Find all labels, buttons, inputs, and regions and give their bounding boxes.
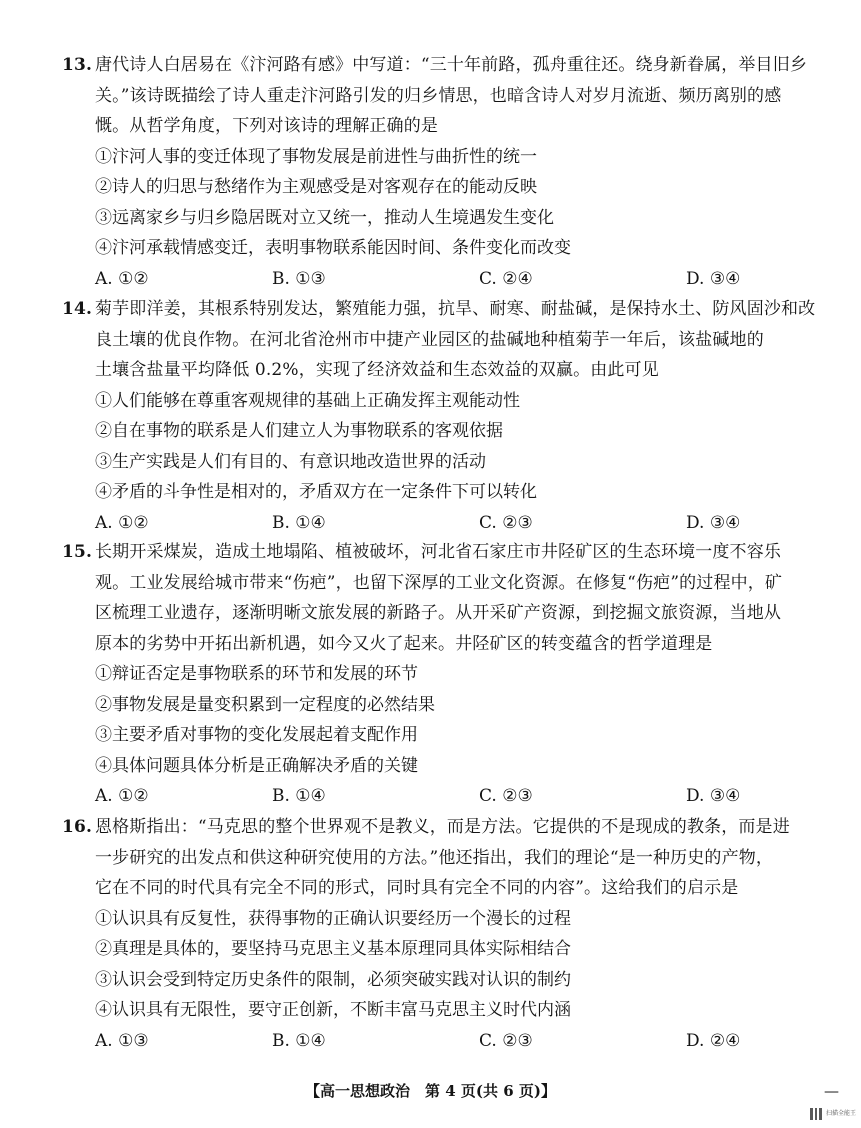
option-c[interactable]: C. ②③ — [479, 512, 533, 533]
question-stem-line: 慨。从哲学角度，下列对该诗的理解正确的是 — [95, 116, 438, 136]
question-stem-line: 13. 唐代诗人白居易在《汴河路有感》中写道：“三十年前路，孤舟重往还。绕身新眷属，举目旧乡 — [62, 50, 832, 81]
question-stem-line: 关。”该诗既描绘了诗人重走汴河路引发的归乡情思，也暗含诗人对岁月流逝、频历离别的感 — [95, 85, 782, 106]
option-a[interactable]: A. ①② — [95, 268, 149, 289]
answer-options — [62, 264, 832, 295]
question-stem-line: 一步研究的出发点和供这种研究使用的方法。”他还指出，我们的理论“是一种历史的产物， — [95, 847, 774, 868]
qr-code-icon — [810, 1108, 822, 1120]
statement-item: ④认识具有无限性，要守正创新，不断丰富马克思主义时代内涵 — [95, 1000, 571, 1020]
question-stem-line: 区梳理工业遗存，逐渐明晰文旅发展的新路子。从开采矿产资源，到挖掘文旅资源，当地从 — [95, 603, 781, 623]
question-stem-line: 16. 恩格斯指出：“马克思的整个世界观不是教义，而是方法。它提供的不是现成的教条，而是进 — [62, 812, 832, 843]
statement-item: ③主要矛盾对事物的变化发展起着支配作用 — [95, 725, 418, 745]
option-d[interactable]: D. ③④ — [686, 786, 741, 806]
watermark-label: 扫描全能王 — [826, 1110, 857, 1117]
question-stem-line: 15. 长期开采煤炭，造成土地塌陷、植被破坏，河北省石家庄市井陉矿区的生态环境一度不容乐 — [62, 537, 832, 568]
statement-item: ③生产实践是人们有目的、有意识地改造世界的活动 — [95, 451, 486, 472]
question-13 — [62, 50, 832, 294]
statement-item: ④矛盾的斗争性是相对的，矛盾双方在一定条件下可以转化 — [95, 482, 537, 502]
answer-options — [62, 508, 832, 539]
statement-item: ②事物发展是量变积累到一定程度的必然结果 — [95, 694, 435, 715]
statement-item: ①人们能够在尊重客观规律的基础上正确发挥主观能动性 — [95, 390, 520, 411]
statement-item: ①认识具有反复性，获得事物的正确认识要经历一个漫长的过程 — [95, 908, 571, 929]
page-footer: 【高一思想政治 第 4 页(共 6 页)】 — [305, 1082, 556, 1100]
statement-item: ④汴河承载情感变迁，表明事物联系能因时间、条件变化而改变 — [95, 238, 571, 258]
option-a[interactable]: A. ①② — [95, 786, 149, 806]
option-b[interactable]: B. ①④ — [272, 1030, 326, 1051]
option-d[interactable]: D. ③④ — [686, 512, 741, 533]
option-c[interactable]: C. ②④ — [479, 268, 533, 289]
option-c[interactable]: C. ②③ — [479, 1030, 533, 1051]
option-b[interactable]: B. ①④ — [272, 786, 326, 806]
question-number: 16. — [62, 817, 93, 837]
statement-item: ④具体问题具体分析是正确解决矛盾的关键 — [95, 755, 418, 776]
statement-item: ③远离家乡与归乡隐居既对立又统一，推动人生境遇发生变化 — [95, 207, 554, 228]
option-d[interactable]: D. ③④ — [686, 268, 741, 289]
statement-item: ③认识会受到特定历史条件的限制，必须突破实践对认识的制约 — [95, 969, 571, 990]
question-stem-line: 土壤含盐量平均降低 0.2%，实现了经济效益和生态效益的双赢。由此可见 — [95, 360, 659, 380]
question-16 — [62, 812, 832, 1056]
statement-item: ②自在事物的联系是人们建立人为事物联系的客观依据 — [95, 421, 503, 441]
option-b[interactable]: B. ①③ — [272, 268, 326, 289]
statement-item: ①辩证否定是事物联系的环节和发展的环节 — [95, 664, 418, 684]
option-a[interactable]: A. ①③ — [95, 1030, 149, 1051]
question-14 — [62, 294, 832, 538]
question-number: 14. — [62, 299, 93, 319]
question-stem-line: 良土壤的优良作物。在河北省沧州市中捷产业园区的盐碱地种植菊芋一年后，该盐碱地的 — [95, 329, 764, 350]
answer-options — [62, 1026, 832, 1057]
option-b[interactable]: B. ①④ — [272, 512, 326, 533]
statement-item: ②诗人的归思与愁绪作为主观感受是对客观存在的能动反映 — [95, 177, 537, 197]
footer-dash: — — [824, 1082, 839, 1100]
question-number: 15. — [62, 542, 93, 562]
statement-item: ①汴河人事的变迁体现了事物发展是前进性与曲折性的统一 — [95, 146, 537, 167]
question-stem-line: 观。工业发展给城市带来“伤疤”，也留下深厚的工业文化资源。在修复“伤疤”的过程中，矿 — [95, 572, 783, 593]
question-15 — [62, 537, 832, 812]
option-a[interactable]: A. ①② — [95, 512, 149, 533]
option-c[interactable]: C. ②③ — [479, 786, 533, 806]
statement-item: ②真理是具体的，要坚持马克思主义基本原理同具体实际相结合 — [95, 939, 571, 959]
question-stem-line: 它在不同的时代具有完全不同的形式，同时具有完全不同的内容”。这给我们的启示是 — [95, 878, 739, 898]
answer-options — [62, 781, 832, 812]
question-stem-line: 14. 菊芋即洋姜，其根系特别发达，繁殖能力强，抗旱、耐寒、耐盐碱，是保持水土、防风固沙和改 — [62, 294, 832, 325]
question-stem-line: 原本的劣势中开拓出新机遇，如今又火了起来。井陉矿区的转变蕴含的哲学道理是 — [95, 633, 713, 654]
option-d[interactable]: D. ②④ — [686, 1030, 741, 1051]
question-number: 13. — [62, 55, 93, 75]
